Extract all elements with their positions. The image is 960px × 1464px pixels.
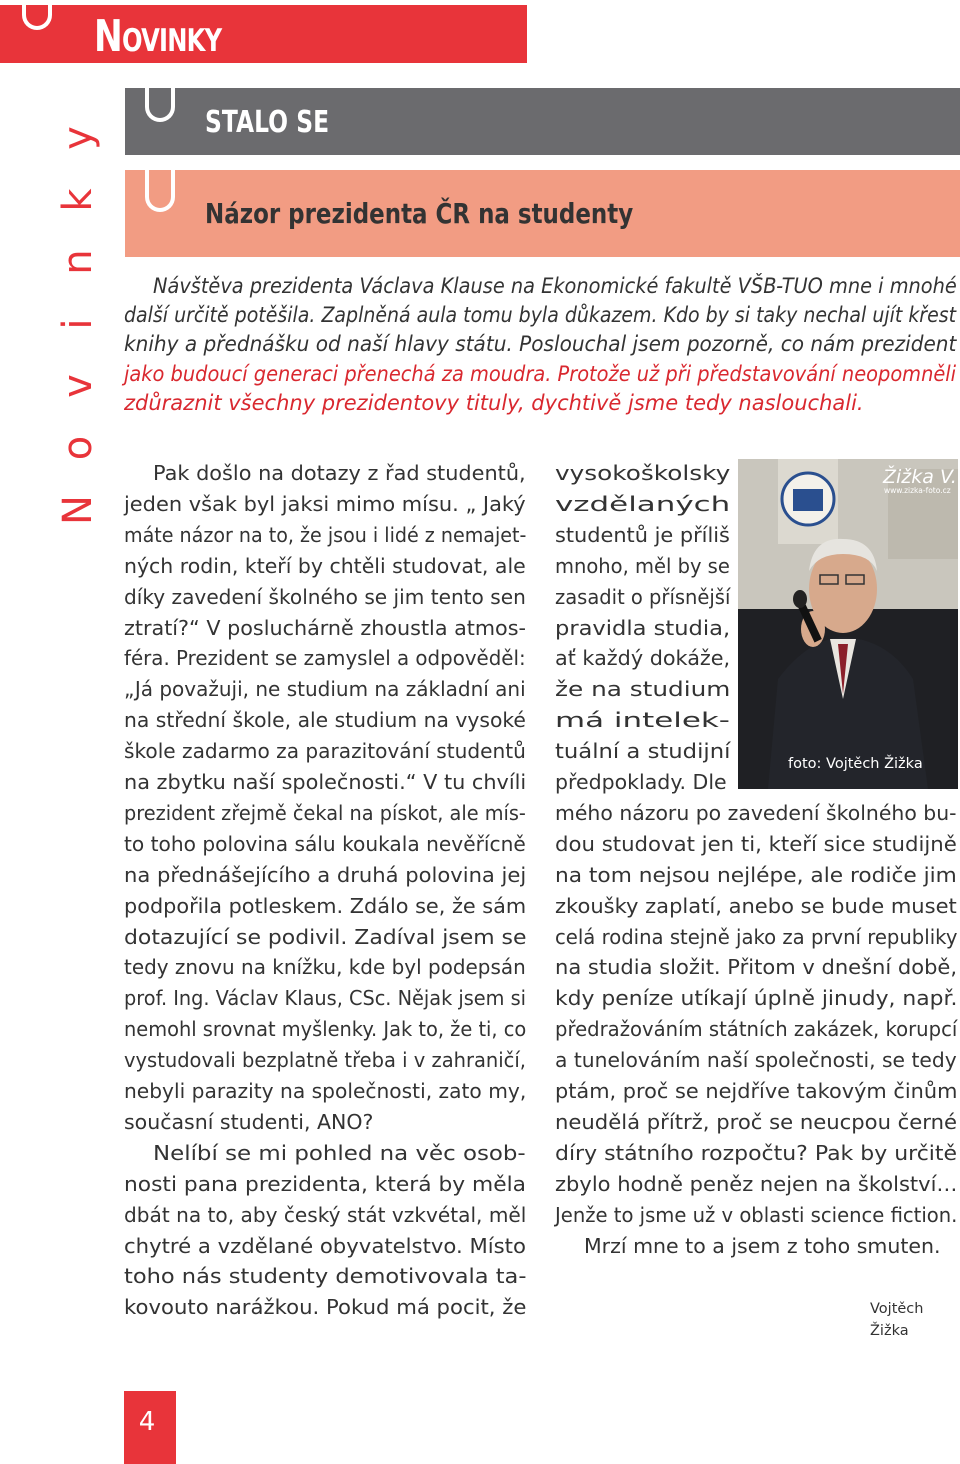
vertical-letter: n xyxy=(55,249,101,275)
body-line: že na studium xyxy=(555,677,731,702)
body-line: mého názoru po zavedení školného bu- xyxy=(555,800,957,825)
body-line: podpořila potleskem. Zdálo se, že sám xyxy=(124,893,527,918)
body-line: tuální a studijní xyxy=(555,739,731,764)
corner-ornament xyxy=(145,168,175,212)
body-line: ných rodin, kteří by chtěli studovat, ale xyxy=(124,553,526,578)
corner-ornament xyxy=(22,0,52,30)
body-line: prof. Ing. Václav Klaus, CSc. Nějak jsem si xyxy=(124,986,527,1011)
vertical-letter: v xyxy=(55,374,101,398)
body-line: škole zadarmo za parazitování studentů xyxy=(124,739,526,764)
body-line: chytré a vzdělané obyvatelstvo. Místo xyxy=(124,1233,526,1258)
body-line: má intelek- xyxy=(555,708,730,733)
body-line: celá rodina stejně jako za první republiky xyxy=(555,924,958,949)
body-line: zasadit o přísnější xyxy=(555,584,731,609)
body-line: vysokoškolsky xyxy=(555,461,731,485)
photo-caption: foto: Vojtěch Žižka xyxy=(788,756,923,772)
body-line: Jenže to jsme už v oblasti science fiction. xyxy=(555,1202,958,1227)
body-line: na zbytku naší společnosti.“ V tu chvíli xyxy=(124,770,527,794)
body-line: vzdělaných xyxy=(555,491,731,516)
vertical-section-word xyxy=(55,95,101,525)
photo-watermark: Žižka V. xyxy=(883,466,957,488)
lead-line: další určitě potěšila. Zaplněná aula tomu byla důkazem. Kdo by si taky nechal ujít křest xyxy=(124,303,957,327)
section-header-bar xyxy=(0,5,527,63)
body-line: dotazující se podivil. Zadíval jsem se xyxy=(124,924,527,949)
lead-line: Návštěva prezidenta Václava Klause na Ekonomické fakultě VŠB-TUO mne i mnohé xyxy=(153,274,957,298)
photo-illustration xyxy=(738,459,958,789)
vertical-letter: k xyxy=(55,188,101,212)
body-line: mnoho, měl by se xyxy=(555,553,730,578)
president-photo xyxy=(738,459,958,789)
lead-line: knihy a přednášku od naší hlavy státu. Poslouchal jsem pozorně, co nám prezident xyxy=(124,332,957,356)
body-line: současní studenti, ANO? xyxy=(124,1109,374,1134)
body-line: ptám, proč se nejdříve takovým činům xyxy=(555,1079,958,1103)
body-line: nosti pana prezidenta, která by měla xyxy=(124,1171,526,1196)
body-line: díky zavedení školného se jim tento sen xyxy=(124,584,526,609)
body-line: na střední škole, ale studium na vysoké xyxy=(124,708,526,733)
section-title: Novinky xyxy=(94,11,222,62)
body-line: na přednášejícího a druhá polovina jej xyxy=(124,862,527,887)
body-line: na studia složit. Přitom v dnešní době, xyxy=(555,955,958,980)
body-line: předpoklady. Dle xyxy=(555,770,727,794)
body-line: máte názor na to, že jsou i lidé z nemajet- xyxy=(124,522,527,547)
photo-watermark-url: www.zizka-foto.cz xyxy=(884,486,951,495)
body-line: Pak došlo na dotazy z řad studentů, xyxy=(153,461,526,485)
article-headline: Názor prezidenta ČR na studenty xyxy=(205,197,634,230)
body-line: nebyli parazity na společnosti, zato my, xyxy=(124,1079,527,1103)
body-line: toho nás studenty demotivovala ta- xyxy=(124,1264,527,1289)
body-line: díry státního rozpočtu? Pak by určitě xyxy=(555,1140,958,1165)
body-line: a tunelováním naší společnosti, se tedy xyxy=(555,1048,957,1073)
page-number: 4 xyxy=(138,1407,156,1437)
body-line: kdy peníze utíkají úplně jinudy, např. xyxy=(555,986,958,1011)
lead-line: jako budoucí generaci přenechá za moudra. Protože už při představování neopomněli xyxy=(124,362,957,386)
body-line: to toho polovina sálu koukala nevěřícně xyxy=(124,831,526,856)
body-line: dou studovat jen ti, kteří sice studijně xyxy=(555,831,957,856)
body-line: vystudovali bezplatně třeba i v zahraničí, xyxy=(124,1048,527,1073)
lead-line: zdůraznit všechny prezidentovy tituly, dychtivě jsme tedy naslouchali. xyxy=(124,391,864,415)
body-line: zbylo hodně peněz nejen na školství… xyxy=(555,1171,958,1196)
body-line: studentů je příliš xyxy=(555,522,730,547)
body-line: pravidla studia, xyxy=(555,615,731,640)
body-line: tedy znovu na knížku, kde byl podepsán xyxy=(124,955,526,980)
body-line: „Já považuji, ne studium na základní ani xyxy=(124,677,526,702)
body-line: prezident zřejmě čekal na pískot, ale mís- xyxy=(124,800,526,825)
article-author: Vojtěch Žižka xyxy=(870,1301,924,1339)
body-line: na tom nejsou nejlépe, ale rodiče jim xyxy=(555,862,957,887)
subsection-title: STALO SE xyxy=(205,105,330,140)
body-line: Mrzí mne to a jsem z toho smuten. xyxy=(584,1233,941,1258)
body-line: zkoušky zaplatí, anebo se bude muset xyxy=(555,893,957,918)
body-line: nemohl srovnat myšlenky. Jak to, že ti, co xyxy=(124,1017,527,1042)
vertical-letter: y xyxy=(55,126,101,150)
body-line: předražováním státních zakázek, korupcí xyxy=(555,1017,958,1042)
body-line: féra. Prezident se zamyslel a odpověděl: xyxy=(124,646,526,671)
vertical-letter: N xyxy=(55,495,101,525)
body-line: ať každý dokáže, xyxy=(555,646,731,671)
body-line: jeden však byl jaksi mimo mísu. „ Jaký xyxy=(124,491,526,516)
vertical-letter: i xyxy=(55,318,101,330)
vertical-letter: o xyxy=(55,435,101,461)
body-line: dbát na to, aby český stát vzkvétal, měl xyxy=(124,1202,527,1227)
body-line: Nelíbí se mi pohled na věc osob- xyxy=(153,1140,526,1165)
body-line: neudělá přítrž, proč se neucpou černé xyxy=(555,1109,958,1134)
body-line: ztratí?“ V posluchárně zhoustla atmos- xyxy=(124,615,526,640)
corner-ornament xyxy=(145,80,175,122)
body-line: kovouto narážkou. Pokud má pocit, že xyxy=(124,1295,527,1320)
